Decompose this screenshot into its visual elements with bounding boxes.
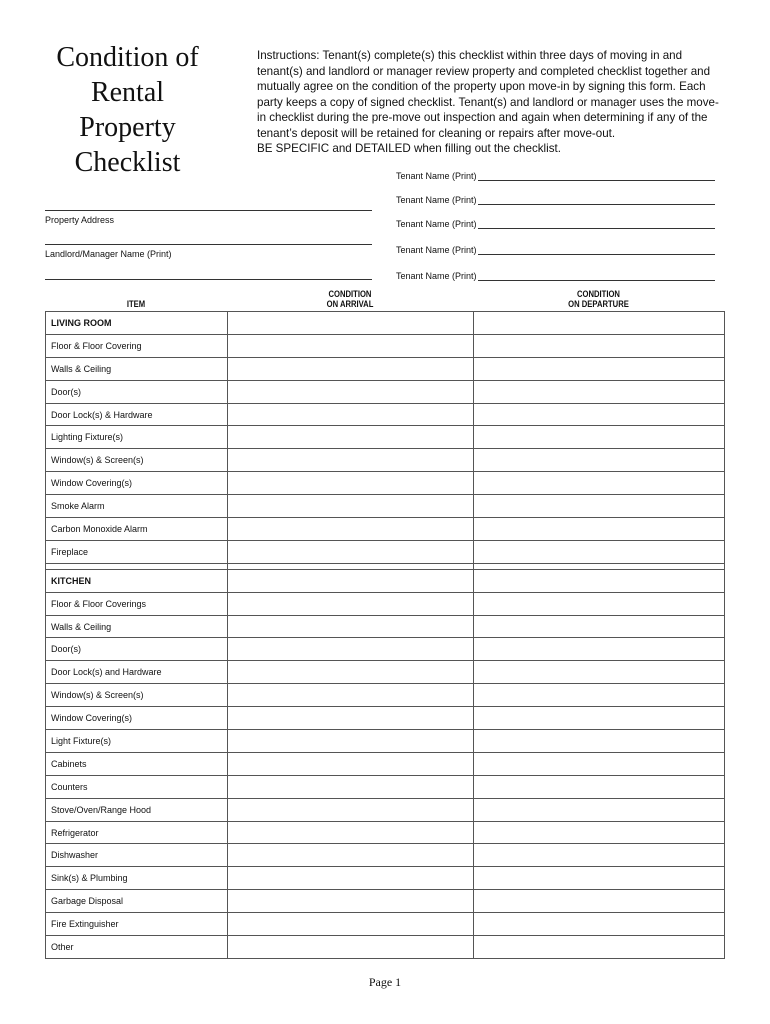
item-cell: Garbage Disposal (46, 890, 228, 913)
item-cell: Smoke Alarm (46, 495, 228, 518)
condition-arrival-cell[interactable] (228, 684, 474, 707)
item-cell: Other (46, 936, 228, 959)
table-row (46, 707, 725, 730)
condition-departure-cell[interactable] (474, 844, 725, 867)
tenant-name-field-2[interactable] (396, 193, 715, 205)
item-cell: Fireplace (46, 540, 228, 563)
column-header-arrival-line-2: ON ARRIVAL (326, 299, 374, 309)
condition-departure-cell[interactable] (474, 867, 725, 890)
condition-departure-cell[interactable] (474, 798, 725, 821)
condition-arrival-cell[interactable] (228, 357, 474, 380)
table-row (46, 867, 725, 890)
table-row (46, 380, 725, 403)
condition-arrival-cell[interactable] (228, 775, 474, 798)
table-row (46, 684, 725, 707)
tenant-name-field-1[interactable] (396, 169, 715, 181)
section-header-row (46, 569, 725, 592)
tenant-name-field-5[interactable] (396, 269, 715, 281)
item-cell: Fire Extinguisher (46, 913, 228, 936)
condition-departure-cell[interactable] (474, 495, 725, 518)
condition-departure-cell[interactable] (474, 615, 725, 638)
condition-arrival-cell[interactable] (228, 890, 474, 913)
table-row (46, 449, 725, 472)
condition-arrival-cell[interactable] (228, 495, 474, 518)
condition-arrival-cell[interactable] (228, 707, 474, 730)
item-cell: Cabinets (46, 752, 228, 775)
condition-departure-cell[interactable] (474, 707, 725, 730)
condition-departure-cell[interactable] (474, 638, 725, 661)
table-row (46, 775, 725, 798)
table-row (46, 495, 725, 518)
landlord-extra-line[interactable] (45, 279, 372, 280)
condition-departure-cell[interactable] (474, 403, 725, 426)
table-row (46, 357, 725, 380)
condition-arrival-cell[interactable] (228, 752, 474, 775)
condition-arrival-cell[interactable] (228, 380, 474, 403)
condition-arrival-cell[interactable] (228, 518, 474, 541)
table-row (46, 821, 725, 844)
condition-arrival-cell[interactable] (228, 730, 474, 753)
item-cell: Window Covering(s) (46, 472, 228, 495)
condition-arrival-cell[interactable] (228, 936, 474, 959)
table-row (46, 661, 725, 684)
table-row (46, 334, 725, 357)
checklist-table (45, 311, 725, 959)
condition-departure-cell[interactable] (474, 890, 725, 913)
item-cell: Floor & Floor Covering (46, 334, 228, 357)
condition-arrival-cell[interactable] (228, 661, 474, 684)
form-title-line-4: Checklist (74, 147, 181, 178)
landlord-name-line[interactable] (45, 244, 372, 245)
item-cell: Dishwasher (46, 844, 228, 867)
condition-arrival-cell[interactable] (228, 821, 474, 844)
condition-departure-cell[interactable] (474, 357, 725, 380)
item-cell: Door Lock(s) & Hardware (46, 403, 228, 426)
table-row (46, 844, 725, 867)
condition-arrival-cell[interactable] (228, 540, 474, 563)
table-row (46, 798, 725, 821)
landlord-name-label: Landlord/Manager Name (Print) (45, 249, 172, 259)
condition-departure-cell[interactable] (474, 540, 725, 563)
form-title-line-3: Property (79, 112, 176, 143)
form-title-line-2: Rental (90, 77, 165, 108)
condition-arrival-cell[interactable] (228, 867, 474, 890)
condition-departure-cell[interactable] (474, 661, 725, 684)
section-header: LIVING ROOM (46, 312, 228, 335)
condition-arrival-cell[interactable] (228, 638, 474, 661)
form-title-line-1: Condition of (56, 42, 199, 73)
item-cell: Carbon Monoxide Alarm (46, 518, 228, 541)
table-row (46, 752, 725, 775)
condition-departure-cell[interactable] (474, 569, 725, 592)
table-row (46, 403, 725, 426)
column-header-arrival-line-1: CONDITION (328, 289, 372, 299)
condition-departure-cell[interactable] (474, 334, 725, 357)
condition-arrival-cell[interactable] (228, 426, 474, 449)
property-address-line[interactable] (45, 210, 372, 211)
condition-departure-cell[interactable] (474, 684, 725, 707)
table-row (46, 890, 725, 913)
item-cell: Window(s) & Screen(s) (46, 684, 228, 707)
column-header-item-label: ITEM (126, 299, 146, 309)
instructions-text: Instructions: Tenant(s) complete(s) this checklist within three days of moving in and tenant(s) and landlord or manager review property and completed checklist together and mutually agree on the condition of the property upon move-in by signing this form. Each party keeps a copy of signed checklist. Tenant(s) and landlord or manager uses the move-in checklist during the pre-move out inspection and again when determining if any of the tenant’s deposit will be retained for cleaning or repairs after move-out. (257, 49, 719, 140)
table-row (46, 540, 725, 563)
table-row (46, 638, 725, 661)
table-row (46, 615, 725, 638)
tenant-name-line[interactable] (478, 245, 715, 255)
item-cell: Door Lock(s) and Hardware (46, 661, 228, 684)
tenant-name-field-4[interactable] (396, 243, 715, 255)
item-cell: Door(s) (46, 638, 228, 661)
item-cell: Walls & Ceiling (46, 357, 228, 380)
condition-departure-cell[interactable] (474, 821, 725, 844)
item-cell: Walls & Ceiling (46, 615, 228, 638)
table-row (46, 426, 725, 449)
item-cell: Window Covering(s) (46, 707, 228, 730)
condition-departure-cell[interactable] (474, 449, 725, 472)
item-cell: Refrigerator (46, 821, 228, 844)
condition-departure-cell[interactable] (474, 426, 725, 449)
tenant-name-label: Tenant Name (Print) (396, 245, 477, 255)
column-header-arrival (245, 289, 454, 309)
tenant-name-label: Tenant Name (Print) (396, 171, 477, 181)
condition-arrival-cell[interactable] (228, 798, 474, 821)
table-row (46, 913, 725, 936)
item-cell: Lighting Fixture(s) (46, 426, 228, 449)
table-row (46, 472, 725, 495)
tenant-name-line[interactable] (478, 219, 715, 229)
tenant-name-label: Tenant Name (Print) (396, 195, 477, 205)
condition-departure-cell[interactable] (474, 592, 725, 615)
table-row (46, 592, 725, 615)
form-title (30, 40, 225, 180)
condition-arrival-cell[interactable] (228, 472, 474, 495)
condition-arrival-cell[interactable] (228, 403, 474, 426)
column-header-departure-line-2: ON DEPARTURE (568, 299, 629, 309)
condition-arrival-cell[interactable] (228, 844, 474, 867)
condition-departure-cell[interactable] (474, 380, 725, 403)
instructions-block (257, 48, 727, 157)
page-number: Page 1 (368, 975, 402, 989)
column-header-departure (492, 289, 705, 309)
item-cell: Counters (46, 775, 228, 798)
condition-departure-cell[interactable] (474, 752, 725, 775)
condition-arrival-cell[interactable] (228, 569, 474, 592)
condition-departure-cell[interactable] (474, 518, 725, 541)
condition-arrival-cell[interactable] (228, 312, 474, 335)
instructions-emphasis: BE SPECIFIC and DETAILED when filling out the checklist. (257, 142, 561, 155)
tenant-name-line[interactable] (478, 171, 715, 181)
tenant-name-line[interactable] (478, 271, 715, 281)
table-row (46, 936, 725, 959)
item-cell: Floor & Floor Coverings (46, 592, 228, 615)
condition-arrival-cell[interactable] (228, 592, 474, 615)
column-header-departure-line-1: CONDITION (577, 289, 620, 299)
condition-arrival-cell[interactable] (228, 913, 474, 936)
tenant-name-label: Tenant Name (Print) (396, 219, 477, 229)
condition-arrival-cell[interactable] (228, 615, 474, 638)
item-cell: Window(s) & Screen(s) (46, 449, 228, 472)
condition-departure-cell[interactable] (474, 775, 725, 798)
item-cell: Door(s) (46, 380, 228, 403)
property-address-label: Property Address (45, 215, 115, 225)
condition-departure-cell[interactable] (474, 913, 725, 936)
table-row (46, 730, 725, 753)
section-header-row (46, 312, 725, 335)
tenant-name-line[interactable] (478, 195, 715, 205)
checklist-body (46, 312, 725, 959)
tenant-name-label: Tenant Name (Print) (396, 271, 477, 281)
item-cell: Stove/Oven/Range Hood (46, 798, 228, 821)
condition-departure-cell[interactable] (474, 936, 725, 959)
item-cell: Sink(s) & Plumbing (46, 867, 228, 890)
condition-arrival-cell[interactable] (228, 449, 474, 472)
condition-departure-cell[interactable] (474, 730, 725, 753)
condition-arrival-cell[interactable] (228, 334, 474, 357)
condition-departure-cell[interactable] (474, 312, 725, 335)
table-row (46, 518, 725, 541)
column-header-item (59, 299, 214, 309)
condition-departure-cell[interactable] (474, 472, 725, 495)
tenant-name-field-3[interactable] (396, 217, 715, 229)
section-header: KITCHEN (46, 569, 228, 592)
item-cell: Light Fixture(s) (46, 730, 228, 753)
